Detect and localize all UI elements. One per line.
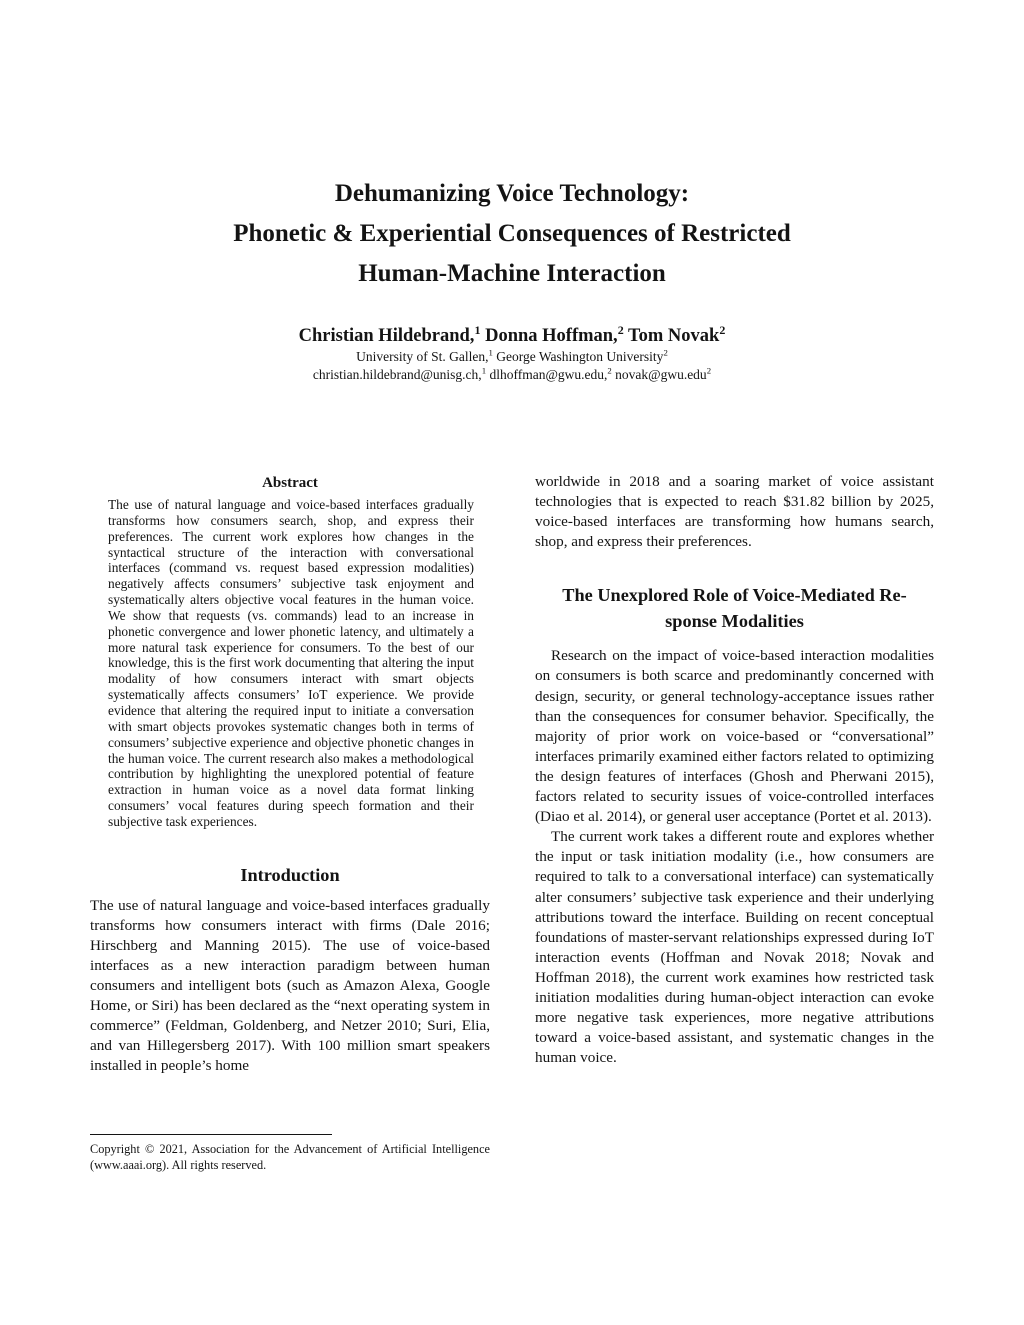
paper-title-line-1: Dehumanizing Voice Technology:: [334, 180, 690, 207]
abstract-text: The use of natural language and voice-based interfaces gradually transforms how consumers search, shop, and express their preferences. The current work explores how changes in the syntactical structure of the interaction with conversational interfaces (command vs. request based expression modalities) negatively affects consumers’ subjective task enjoyment and systematically alters objective vocal features in the human voice. We show that requests (vs. commands) lead to an increase in phonetic convergence and lower phonetic latency, and ultimately a more natural task experience for consumers. To the best of our knowledge, this is the first work documenting that altering the input modality of how consumers interact with smart objects systematically affects consumers’ IoT experience. We provide evidence that altering the required input to initiate a conversation with smart objects provokes systematic changes both in terms of consumers’ subjective experience and objective phonetic changes in the human voice. The current research also makes a methodological contribution by highlighting the unexplored potential of feature extraction in human voice as a novel data format linking consumers’ vocal features during speech formation and their subjective task experiences.: [108, 497, 474, 829]
emails: [0, 366, 1024, 384]
email-mark: 2: [607, 365, 612, 376]
affiliation: University of St. Gallen,: [356, 349, 489, 364]
affiliation: George Washington University: [496, 349, 664, 364]
email: novak@gwu.edu: [615, 367, 707, 382]
author-name: Donna Hoffman,: [485, 326, 618, 346]
author-name: Tom Novak: [628, 326, 720, 346]
paper-title-line-2: Phonetic & Experiential Consequences of Restricted: [233, 220, 791, 247]
left-column: [90, 472, 490, 1077]
email: dlhoffman@gwu.edu,: [489, 367, 608, 382]
section-paragraph-1: Research on the impact of voice-based interaction modalities on consumers is both scarce and predominantly concerned with design, security, or general technology-acceptance issues rather than the consequences for consumer behavior. Specifically, the majority of prior work on voice-based or “conversational” interfaces primarily examined either factors related to optimizing the design features of interfaces (Ghosh and Pherwani 2015), factors related to security issues of voice-controlled interfaces (Diao et al. 2014), or general user acceptance (Portet et al. 2013).: [535, 647, 934, 826]
title-block: [0, 174, 1024, 384]
email: christian.hildebrand@unisg.ch,: [312, 367, 482, 382]
abstract-heading: Abstract: [262, 475, 318, 491]
author-list: [0, 324, 1024, 348]
author-affil-mark: 2: [719, 322, 726, 337]
section-paragraph-2: The current work takes a different route and explores whether the input or task initiation modality (i.e., how consumers are required to talk to a conversational interface) can systematically alter consumers’ subjective task experience and their underlying attributions toward the interface. Building on recent conceptual foundations of master-servant relationships expressed during IoT interaction events (Hoffman and Novak 2018; Novak and Hoffman 2018), the current work examines how restricted task initiation modalities during human-object interaction can evoke more negative task experiences, more negative attributions toward a voice-based assistant, and systematic changes in the human voice.: [535, 828, 934, 1067]
email-mark: 1: [481, 365, 487, 376]
right-column: [535, 472, 934, 1068]
email-mark: 2: [706, 365, 712, 376]
affiliations: [0, 348, 1024, 366]
introduction-continued: worldwide in 2018 and a soaring market of voice assistant technologies that is expected to reach $31.82 billion by 2025, voice-based interfaces are transforming how humans search, shop, and express their preferences.: [535, 473, 934, 551]
section-heading: [535, 582, 934, 634]
author-affil-mark: 1: [474, 322, 481, 337]
author-name: Christian Hildebrand,: [298, 326, 475, 346]
section-heading-line-2: sponse Modalities: [665, 611, 804, 632]
affil-mark: 1: [488, 347, 493, 358]
affil-mark: 2: [663, 347, 668, 358]
footnote-divider: [90, 1134, 332, 1135]
section-heading-line-1: The Unexplored Role of Voice-Mediated Re-: [562, 585, 907, 606]
introduction-paragraph: The use of natural language and voice-based interfaces gradually transforms how consumers interact with firms (Dale 2016; Hirschberg and Manning 2015). The use of voice-based interfaces as a new interaction paradigm between human consumers and intelligent bots (such as Amazon Alexa, Google Home, or Siri) has been declared as the “next operating system in commerce” (Feldman, Goldenberg, and Netzer 2010; Suri, Elia, and van Hillegersberg 2017). With 100 million smart speakers installed in people’s home: [90, 896, 490, 1075]
copyright-footnote: Copyright © 2021, Association for the Advancement of Artificial Intelligence (www.aaai.org). All rights reserved.: [90, 1142, 490, 1172]
author-affil-mark: 2: [617, 322, 624, 337]
introduction-heading: Introduction: [240, 864, 340, 885]
paper-title-line-3: Human-Machine Interaction: [358, 260, 666, 287]
